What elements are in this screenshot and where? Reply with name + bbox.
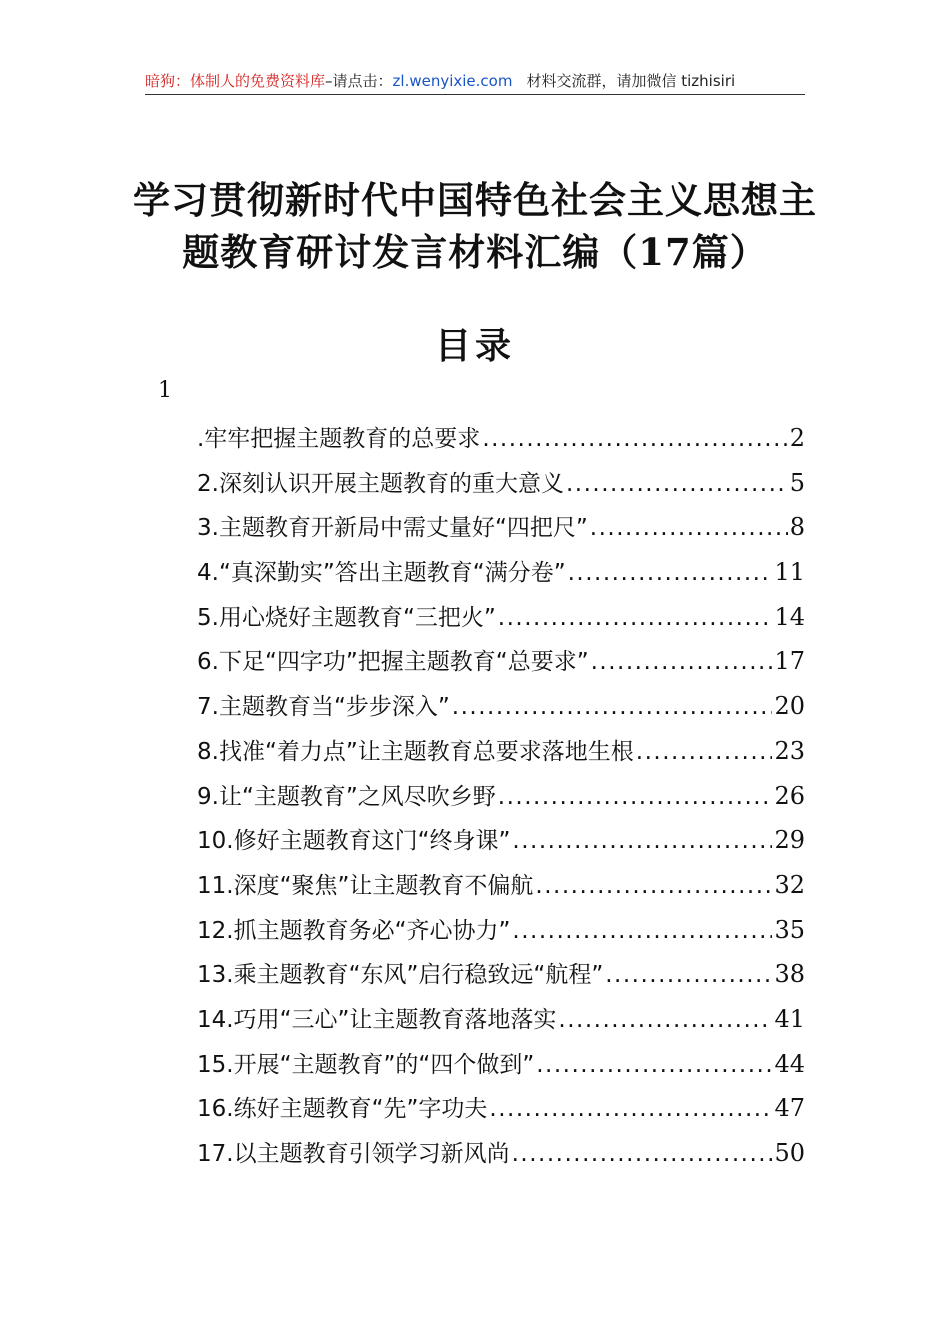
toc-leader <box>566 462 788 507</box>
toc-entry-page: 8 <box>789 513 805 542</box>
toc-heading: 目录 <box>434 325 515 367</box>
page-header <box>145 68 805 95</box>
toc-entry-page: 17 <box>774 647 805 676</box>
toc-entry-title: 7.主题教育当“步步深入” <box>197 694 450 721</box>
toc-entry-page: 29 <box>774 826 805 855</box>
toc-entry-title: 10.修好主题教育这门“终身课” <box>197 828 511 855</box>
toc-entry-page: 23 <box>774 736 805 765</box>
toc-entry-page: 38 <box>774 960 805 989</box>
toc-entry[interactable] <box>197 908 805 953</box>
toc-entry[interactable] <box>197 818 805 863</box>
toc-entry-page: 26 <box>774 781 805 810</box>
toc-entry-title: 12.抓主题教育务必“齐心协力” <box>197 917 511 944</box>
toc-leader <box>536 1043 772 1088</box>
document-title-line-2: 题教育研讨发言材料汇编（17篇） <box>182 230 768 274</box>
toc-entry-title: 3.主题教育开新局中需丈量好“四把尺” <box>197 515 588 542</box>
header-url-link[interactable]: zl.wenyixie.com <box>392 72 513 90</box>
toc-entry[interactable] <box>197 729 805 774</box>
toc-entry-title: 15.开展“主题教育”的“四个做到” <box>197 1051 535 1078</box>
toc-entry-title: 8.找准“着力点”让主题教育总要求落地生根 <box>197 738 634 765</box>
toc-leader <box>605 953 772 998</box>
toc-leader <box>512 1132 773 1177</box>
header-prefix: 暗狗：体制人的免费资料库 <box>145 72 326 90</box>
toc-entry[interactable] <box>197 639 805 684</box>
toc-leader <box>558 998 772 1043</box>
toc-entry[interactable] <box>197 1086 805 1131</box>
toc-entry[interactable] <box>197 952 805 997</box>
toc-entry[interactable] <box>197 461 805 506</box>
toc-entry-title: 9.让“主题教育”之风尽吹乡野 <box>197 783 496 810</box>
toc-entry-title: 5.用心烧好主题教育“三把火” <box>197 604 496 631</box>
toc-entry-title: 16.练好主题教育“先”字功夫 <box>197 1096 488 1123</box>
toc-entry-title: 13.乘主题教育“东风”启行稳致远“航程” <box>197 962 604 989</box>
toc-leader <box>591 640 773 685</box>
header-mid: –请点击： <box>325 72 393 90</box>
toc-entry-page: 44 <box>774 1049 805 1078</box>
table-of-contents <box>197 416 805 1176</box>
toc-entry-page: 14 <box>774 602 805 631</box>
toc-leader <box>482 417 787 462</box>
header-suffix: 材料交流群，请加微信 tizhisiri <box>526 72 736 90</box>
toc-entry-page: 35 <box>774 915 805 944</box>
toc-leader <box>498 775 773 820</box>
toc-entry[interactable] <box>197 863 805 908</box>
toc-leader <box>568 551 773 596</box>
toc-entry-title: 11.深度“聚焦”让主题教育不偏航 <box>197 872 534 899</box>
toc-entry-title: 4.“真深勤实”答出主题教育“满分卷” <box>197 560 566 587</box>
toc-entry[interactable] <box>197 595 805 640</box>
toc-entry-page: 32 <box>774 870 805 899</box>
toc-entry[interactable] <box>197 1042 805 1087</box>
toc-entry-page: 11 <box>774 558 805 587</box>
toc-entry[interactable] <box>197 1131 805 1176</box>
toc-leader <box>489 1087 772 1132</box>
toc-entry[interactable] <box>197 550 805 595</box>
toc-entry-page: 50 <box>774 1139 805 1167</box>
toc-leader <box>452 685 773 730</box>
toc-entry[interactable] <box>197 505 805 550</box>
toc-entry[interactable] <box>197 774 805 819</box>
toc-entry-page: 2 <box>789 424 805 452</box>
toc-entry[interactable] <box>197 997 805 1042</box>
toc-leader <box>636 730 773 775</box>
document-title-line-1: 学习贯彻新时代中国特色社会主义思想主 <box>133 178 817 222</box>
toc-entry[interactable] <box>197 684 805 729</box>
toc-entry-page: 20 <box>774 692 805 721</box>
toc-entry[interactable] <box>197 416 805 461</box>
toc-entry-title: 6.下足“四字功”把握主题教育“总要求” <box>197 649 589 676</box>
toc-entry-title: 17.以主题教育引领学习新风尚 <box>197 1141 510 1167</box>
toc-leader <box>535 864 772 909</box>
stray-number: 1 <box>158 378 172 403</box>
toc-entry-page: 47 <box>774 1094 805 1123</box>
toc-leader <box>590 506 788 551</box>
toc-entry-title: .牢牢把握主题教育的总要求 <box>197 426 481 452</box>
toc-entry-page: 5 <box>789 468 805 497</box>
toc-entry-title: 14.巧用“三心”让主题教育落地落实 <box>197 1006 557 1033</box>
toc-leader <box>512 819 772 864</box>
toc-entry-title: 2.深刻认识开展主题教育的重大意义 <box>197 470 564 497</box>
toc-leader <box>498 596 773 641</box>
toc-leader <box>512 909 772 954</box>
toc-entry-page: 41 <box>774 1004 805 1033</box>
